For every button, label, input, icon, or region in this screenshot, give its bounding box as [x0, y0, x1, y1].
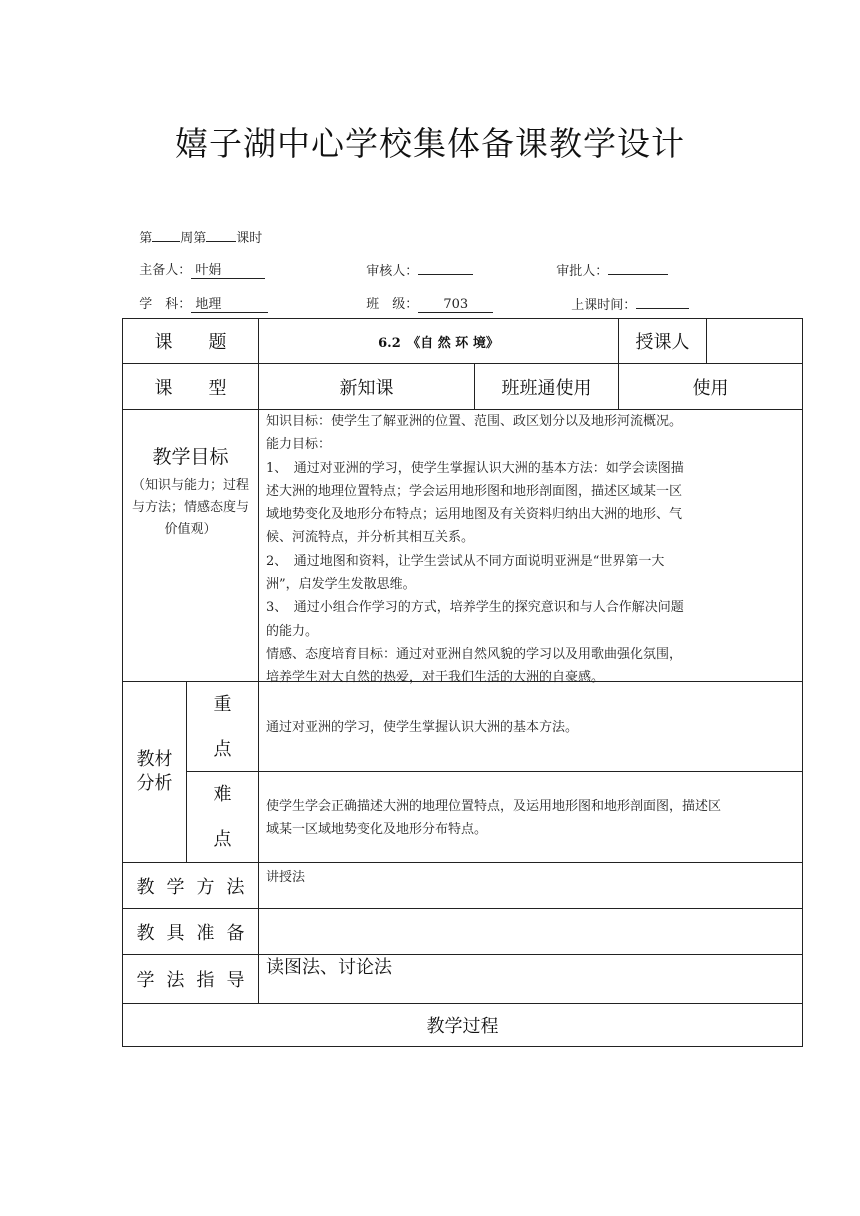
topic-value: 6.2 《自 然 环 境》 — [378, 335, 499, 351]
analysis-label — [123, 681, 186, 862]
reviewer — [358, 244, 473, 279]
class-value: 703 — [418, 297, 493, 313]
analysis-label-line1: 教材 — [136, 748, 173, 770]
main-preparer-label: 主备人： — [139, 263, 192, 278]
period-blank — [206, 226, 236, 242]
key-label-line1: 重 — [213, 693, 232, 715]
difficult-label-line2: 点 — [213, 829, 232, 850]
analysis-label-line2: 分析 — [136, 772, 173, 794]
objective-line: 1、 通过对亚洲的学习，使学生掌握认识大洲的基本方法：如学会读图描 — [266, 460, 684, 476]
objective-line: 3、 通过小组合作学习的方式，培养学生的探究意识和与人合作解决问题 — [266, 600, 684, 616]
objective-line: 洲”，启发学生发散思维。 — [266, 577, 416, 593]
week-suffix: 课时 — [236, 231, 263, 246]
objective-line: 2、 通过地图和资料，让学生尝试从不同方面说明亚洲是“世界第一大 — [266, 553, 665, 569]
subject-name: 地理 — [195, 297, 222, 312]
teacher-label: 授课人 — [635, 332, 690, 353]
usage-value: 使用 — [692, 377, 729, 399]
objective-line: 培养学生对大自然的热爱，对于我们生活的大洲的自豪感。 — [266, 670, 605, 686]
main-preparer-value — [191, 263, 265, 279]
objectives-label-block — [123, 443, 258, 541]
main-preparer — [131, 244, 265, 279]
reviewer-label: 审核人： — [366, 264, 419, 279]
week-blank — [152, 226, 180, 242]
objective-line: 情感、态度培育目标：通过对亚洲自然风貌的学习以及用歌曲强化氛围， — [266, 646, 683, 662]
class-info — [358, 278, 493, 313]
guide-value: 读图法、讨论法 — [266, 957, 392, 978]
subject-value — [191, 297, 268, 313]
main-preparer-name: 叶娟 — [195, 263, 222, 278]
objectives-sublabel: （知识与能力；过程与方法；情感态度与价值观） — [131, 478, 249, 537]
objective-line: 述大洲的地理位置特点；学会运用地形图和地形剖面图，描述区域某一区 — [266, 483, 683, 499]
difficult-line: 使学生学会正确描述大洲的地理位置特点，及运用地形图和地形剖面图，描述区 — [266, 799, 722, 814]
reviewer-blank — [418, 259, 473, 275]
key-points-label — [187, 682, 258, 771]
objectives-label: 教学目标 — [152, 446, 229, 468]
col-divider — [258, 318, 259, 1003]
page-title: 嬉子湖中心学校集体备课教学设计 — [175, 124, 685, 163]
objective-line: 域地势变化及地形分布特点；运用地图及有关资料归纳出大洲的地形、气 — [266, 507, 683, 523]
objective-line: 候、河流特点，并分析其相互关系。 — [266, 530, 475, 546]
week-line — [131, 211, 262, 246]
method-value: 讲授法 — [266, 870, 306, 885]
objectives-content — [266, 410, 800, 690]
class-usage-label: 班班通使用 — [501, 377, 592, 399]
approver-blank — [608, 259, 668, 275]
approver — [548, 244, 668, 279]
guide-label: 学法指导 — [136, 970, 257, 991]
objective-line: 能力目标： — [266, 437, 332, 453]
tools-label: 教具准备 — [136, 922, 257, 944]
process-heading: 教学过程 — [426, 1016, 499, 1037]
class-label: 班 级： — [366, 297, 419, 312]
method-label: 教学方法 — [136, 876, 257, 898]
type-value: 新知课 — [339, 377, 394, 399]
approver-label: 审批人： — [556, 264, 609, 279]
lesson-time — [563, 278, 689, 313]
topic-label: 课 题 — [154, 332, 227, 353]
difficult-line: 域某一区域地势变化及地形分布特点。 — [266, 822, 488, 838]
difficult-points-label — [187, 772, 258, 862]
row-divider — [186, 771, 803, 772]
table-border-right — [802, 318, 803, 1047]
key-points-text: 通过对亚洲的学习，使学生掌握认识大洲的基本方法。 — [266, 720, 579, 735]
table-border-bottom — [122, 1046, 803, 1047]
objective-line: 的能力。 — [266, 623, 319, 639]
difficult-points-text — [266, 795, 800, 842]
subject-label: 学 科： — [139, 297, 192, 312]
difficult-label-line1: 难 — [213, 784, 232, 805]
type-label: 课 型 — [154, 377, 227, 399]
teacher-value — [707, 319, 802, 363]
lesson-time-label: 上课时间： — [571, 298, 637, 313]
lesson-time-blank — [636, 293, 689, 309]
objective-line: 知识目标：使学生了解亚洲的位置、范围、政区划分以及地形河流概况。 — [266, 414, 683, 429]
key-label-line2: 点 — [213, 738, 232, 760]
week-prefix: 第 — [139, 231, 153, 246]
subject — [131, 278, 268, 313]
week-mid: 周第 — [180, 231, 207, 246]
